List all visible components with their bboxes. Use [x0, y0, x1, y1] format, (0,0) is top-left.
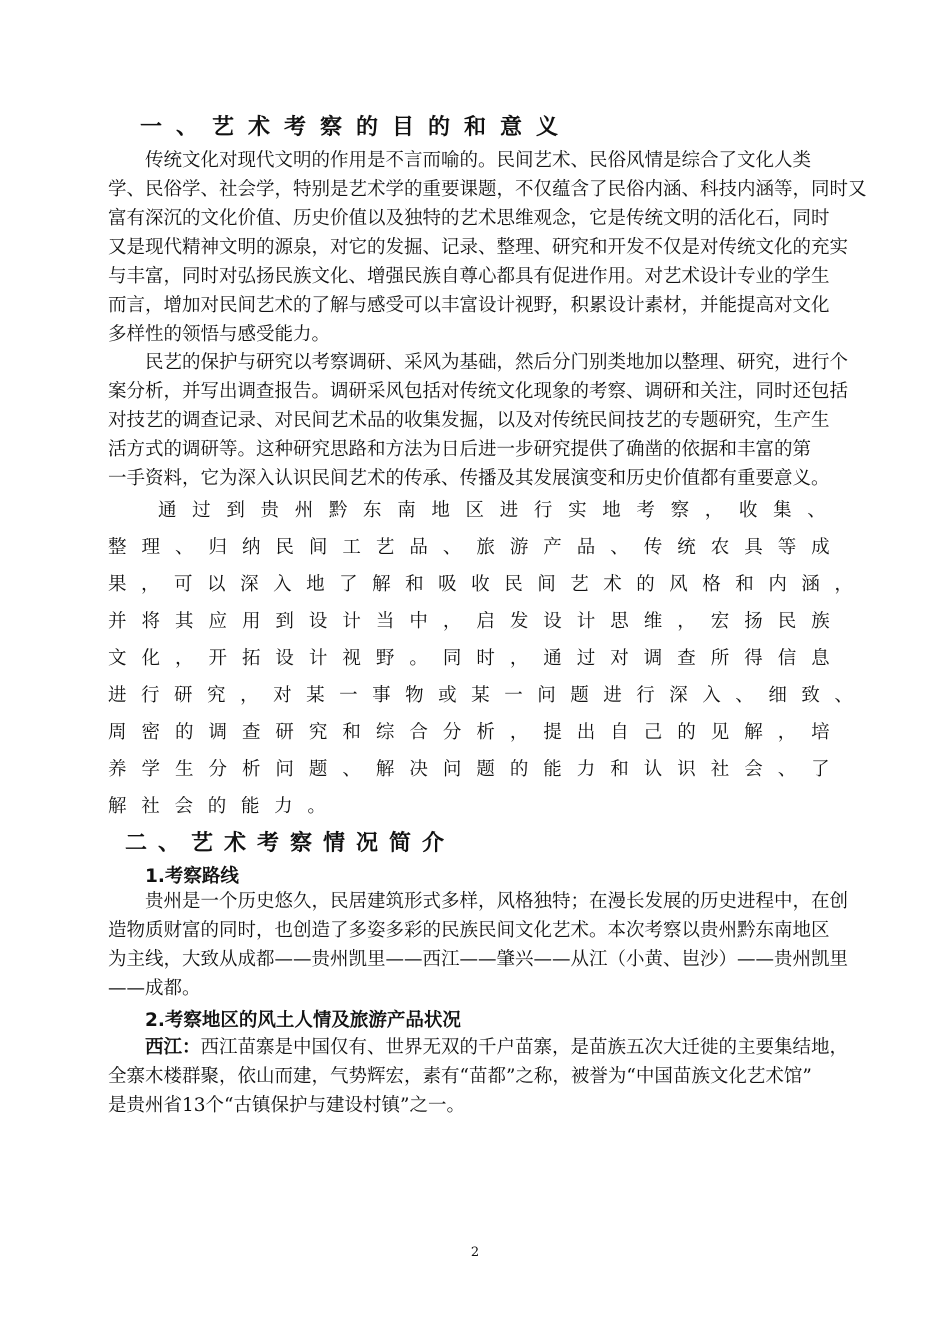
spaced-line: 周 密 的 调 查 研 究 和 综 合 分 析 ， 提 出 自 己 的 见 解 ， 培: [108, 722, 830, 743]
paragraph-text: 西江苗寨是中国仅有、世界无双的千户苗寨，是苗族五次大迁徙的主要集结地，: [200, 1037, 849, 1058]
section2-heading: 二、艺术考察情况简介: [125, 831, 456, 856]
paragraph-line: 造物质财富的同时，也创造了多姿多彩的民族民间文化艺术。本次考察以贵州黔东南地区: [108, 920, 830, 941]
paragraph-line: 民艺的保护与研究以考察调研、采风为基础，然后分门别类地加以整理、研究，进行个: [145, 352, 849, 373]
paragraph-line: [145, 1035, 885, 1061]
paragraph-line: 一手资料，它为深入认识民间艺术的传承、传播及其发展演变和历史价值都有重要意义。: [108, 468, 830, 489]
spaced-line: 解 社 会 的 能 力 。: [108, 796, 326, 817]
paragraph-line: 传统文化对现代文明的作用是不言而喻的。民间艺术、民俗风情是综合了文化人类: [145, 150, 812, 171]
paragraph-line: 对技艺的调查记录、对民间艺术品的收集发掘，以及对传统民间技艺的专题研究，生产生: [108, 410, 830, 431]
section1-heading: 一、艺术考察的目的和意义: [140, 115, 573, 140]
spaced-line: 并 将 其 应 用 到 设 计 当 中 ， 启 发 设 计 思 维 ， 宏 扬 民 族: [108, 611, 830, 632]
paragraph-line: 学、民俗学、社会学，特别是艺术学的重要课题，不仅蕴含了民俗内涵、科技内涵等，同时又: [108, 179, 867, 200]
spaced-line: 文 化 ， 开 拓 设 计 视 野 。 同 时 ， 通 过 对 调 查 所 得 信 息: [108, 648, 830, 669]
paragraph-line: 全寨木楼群聚，依山而建，气势辉宏，素有“苗都”之称，被誉为“中国苗族文化艺术馆”: [108, 1066, 812, 1087]
spaced-line: 养 学 生 分 析 问 题 、 解 决 问 题 的 能 力 和 认 识 社 会 、 了: [108, 759, 830, 780]
paragraph-line: 为主线，大致从成都——贵州凯里——西江——肇兴——从江（小黄、岜沙）——贵州凯里: [108, 949, 849, 970]
paragraph-line: 而言，增加对民间艺术的了解与感受可以丰富设计视野，积累设计素材，并能提高对文化: [108, 295, 830, 316]
paragraph-line: 案分析，并写出调查报告。调研采风包括对传统文化现象的考察、调研和关注，同时还包括: [108, 381, 849, 402]
page-number: 2: [470, 1245, 480, 1260]
subheading-route: 1.考察路线: [145, 866, 239, 887]
place-label: 西江：: [145, 1037, 201, 1058]
paragraph-line: ——成都。: [108, 978, 201, 999]
paragraph-line: 又是现代精神文明的源泉，对它的发掘、记录、整理、研究和开发不仅是对传统文化的充实: [108, 237, 849, 258]
spaced-line: 整 理 、 归 纳 民 间 工 艺 品 、 旅 游 产 品 、 传 统 农 具 等 成: [108, 537, 830, 558]
paragraph-line: 多样性的领悟与感受能力。: [108, 324, 331, 345]
paragraph-line: 是贵州省13个“古镇保护与建设村镇”之一。: [108, 1095, 465, 1116]
spaced-line: 通 过 到 贵 州 黔 东 南 地 区 进 行 实 地 考 察 ， 收 集 、: [158, 500, 826, 521]
spaced-line: 进 行 研 究 ， 对 某 一 事 物 或 某 一 问 题 进 行 深 入 、 细 致 、: [108, 685, 853, 706]
paragraph-line: 贵州是一个历史悠久，民居建筑形式多样，风格独特；在漫长发展的历史进程中，在创: [145, 891, 849, 912]
subheading-customs: 2.考察地区的风土人情及旅游产品状况: [145, 1010, 461, 1031]
paragraph-line: 活方式的调研等。这种研究思路和方法为日后进一步研究提供了确凿的依据和丰富的第: [108, 439, 812, 460]
spaced-line: 果 ， 可 以 深 入 地 了 解 和 吸 收 民 间 艺 术 的 风 格 和 内 涵 ，: [108, 574, 853, 595]
paragraph-line: 富有深沉的文化价值、历史价值以及独特的艺术思维观念，它是传统文明的活化石，同时: [108, 208, 830, 229]
paragraph-line: 与丰富，同时对弘扬民族文化、增强民族自尊心都具有促进作用。对艺术设计专业的学生: [108, 266, 830, 287]
